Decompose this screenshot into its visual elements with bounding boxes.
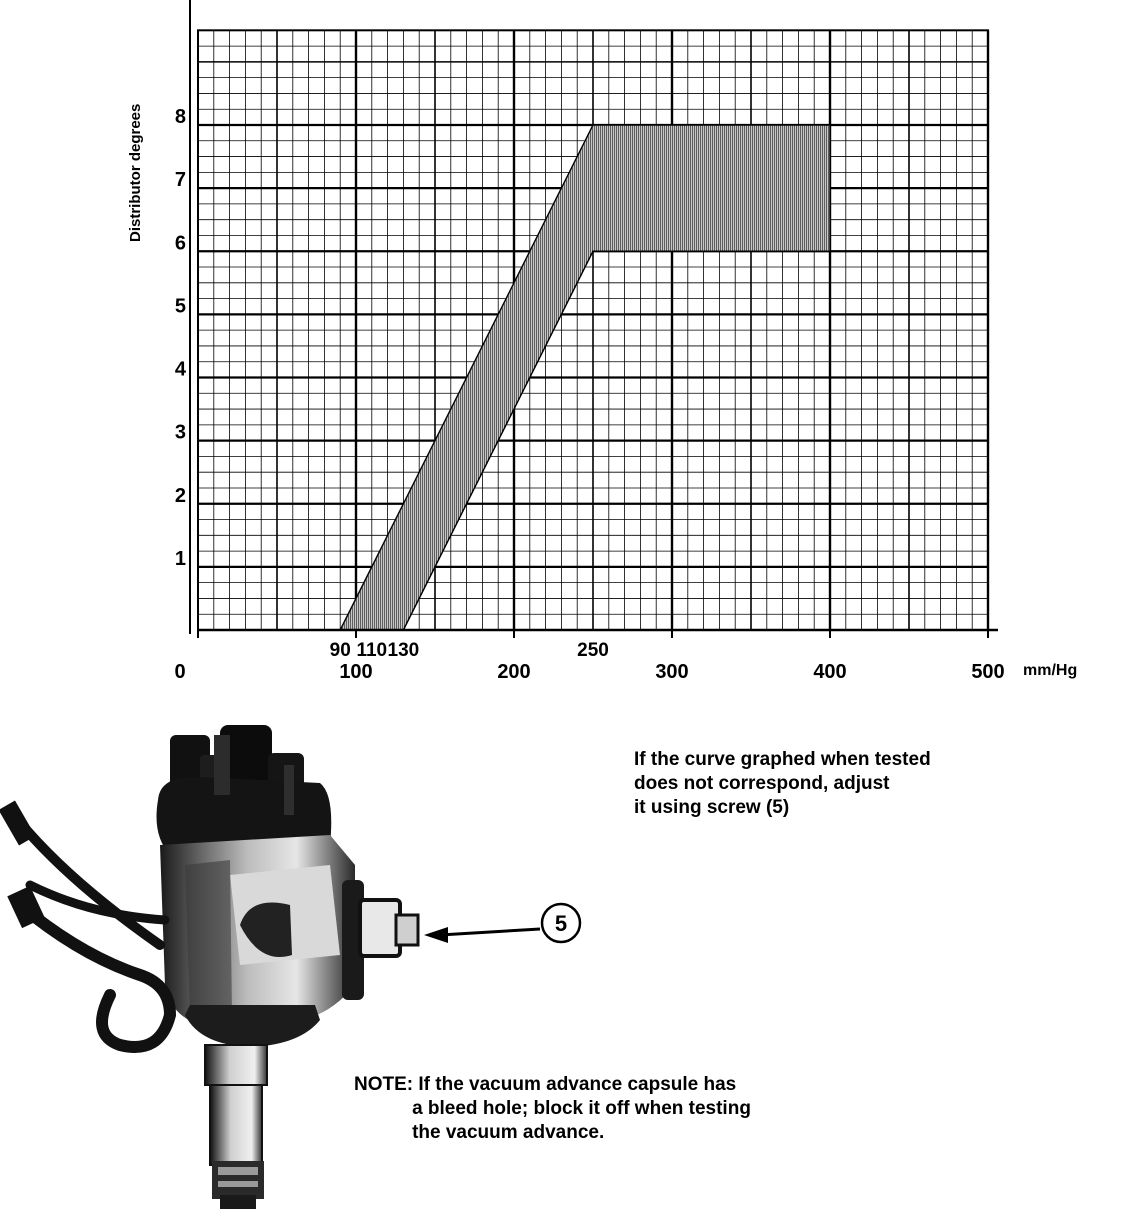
x-tick-label-major: 500	[971, 661, 1005, 683]
x-tick-label-minor: 250	[577, 640, 609, 661]
x-tick-label-major: 300	[655, 661, 689, 683]
y-axis-title: Distributor degrees	[127, 103, 144, 242]
wires	[0, 801, 170, 1047]
y-tick-label: 1	[174, 547, 186, 570]
y-tick-label: 3	[174, 421, 186, 444]
callout-badge	[542, 904, 580, 942]
x-tick-label-minor: 130	[387, 640, 420, 661]
x-tick-label-major: 200	[497, 661, 531, 683]
y-tick-label: 5	[174, 295, 186, 318]
x-tick-label-major: 100	[339, 661, 373, 683]
x-tick-label-major: 400	[813, 661, 847, 683]
y-tick-label: 6	[174, 232, 186, 255]
distributor-housing	[160, 835, 355, 1025]
tolerance-band	[332, 112, 836, 630]
y-tick-label: 8	[174, 106, 186, 128]
callout-label: 5	[554, 911, 568, 936]
callout-arrow	[424, 927, 540, 943]
bleed-hole-note: NOTE: If the vacuum advance capsule has a bleed hole; block it off when testing the vacuum advance.	[354, 1074, 751, 1143]
y-tick-label: 2	[174, 484, 186, 507]
axes	[190, 0, 998, 638]
y-tick-label: 4	[174, 358, 186, 381]
x-tick-label-major: 0	[174, 661, 186, 683]
adjust-screw	[342, 880, 418, 1000]
minor-gridlines	[198, 30, 988, 630]
y-tick-label: 7	[174, 169, 186, 192]
distributor-shaft	[185, 1005, 320, 1209]
x-tick-label-minor: 110	[356, 640, 388, 661]
x-axis-unit-label: mm/Hg	[1023, 662, 1078, 679]
distributor-cap	[157, 725, 332, 855]
adjustment-instructions: If the curve graphed when tested does not correspond, adjust it using screw (5)	[634, 749, 931, 818]
x-tick-label-minor: 90	[329, 640, 351, 661]
